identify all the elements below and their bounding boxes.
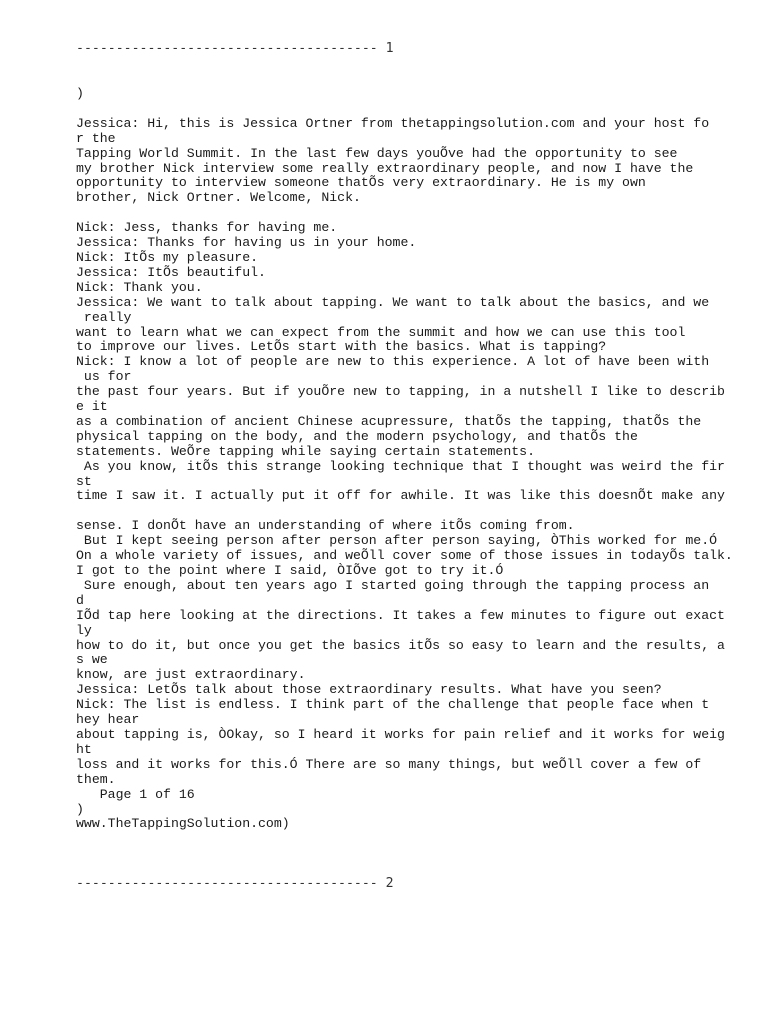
page-separator-1: -------------------------------------- 1 — [76, 41, 394, 56]
page-separator-2: -------------------------------------- 2 — [76, 876, 394, 891]
transcript-text: ) Jessica: Hi, this is Jessica Ortner from thetappingsolution.com and your host fo r the Tapping World Summit. In the last few days youÕve had the opportunity to see my brother Nick interview some really extraordinary people, and now I have the opportunity to interview someone thatÕs very extraordinary. He is my own brother, Nick Ortner. Welcome, Nick. Nick: Jess, thanks for having me. Jessica: Thanks for having us in your home. Nick: ItÕs my pleasure. Jessica: ItÕs beautiful. Nick: Thank you. Jessica: We want to talk about tapping. We want to talk about the basics, and we really want to learn what we can expect from the summit and how we can use this tool to improve our lives. LetÕs start with the basics. What is tapping? Nick: I know a lot of people are new to this experience. A lot of have been with us for the past four years. But if youÕre new to tapping, in a nutshell I like to describ e it as a combination of ancient Chinese acupressure, thatÕs the tapping, thatÕs the physical tapping on the body, and the modern psychology, and thatÕs the statements. WeÕre tapping while saying certain statements. As you know, itÕs this strange looking technique that I thought was weird the fir st time I saw it. I actually put it off for awhile. It was like this doesnÕt make any sense. I donÕt have an understanding of where itÕs coming from. But I kept seeing person after person after person saying, ÒThis worked for me.Ó On a whole variety of issues, and weÕll cover some of those issues in todayÕs talk. I got to the point where I said, ÒIÕve got to try it.Ó Sure enough, about ten years ago I started going through the tapping process an d IÕd tap here looking at the directions. It takes a few minutes to figure out exact ly how to do it, but once you get the basics itÕs so easy to learn and the results, a s we know, are just extraordinary. Jessica: LetÕs talk about those extraordinary results. What have you seen? Nick: The list is endless. I think part of the challenge that people face when t hey hear about tapping is, ÒOkay, so I heard it works for pain relief and it works for weig ht loss and it works for this.Ó There are so many things, but weÕll cover a few of them. Page 1 of 16 ) www.TheTappingSolution.com) — [76, 86, 733, 832]
